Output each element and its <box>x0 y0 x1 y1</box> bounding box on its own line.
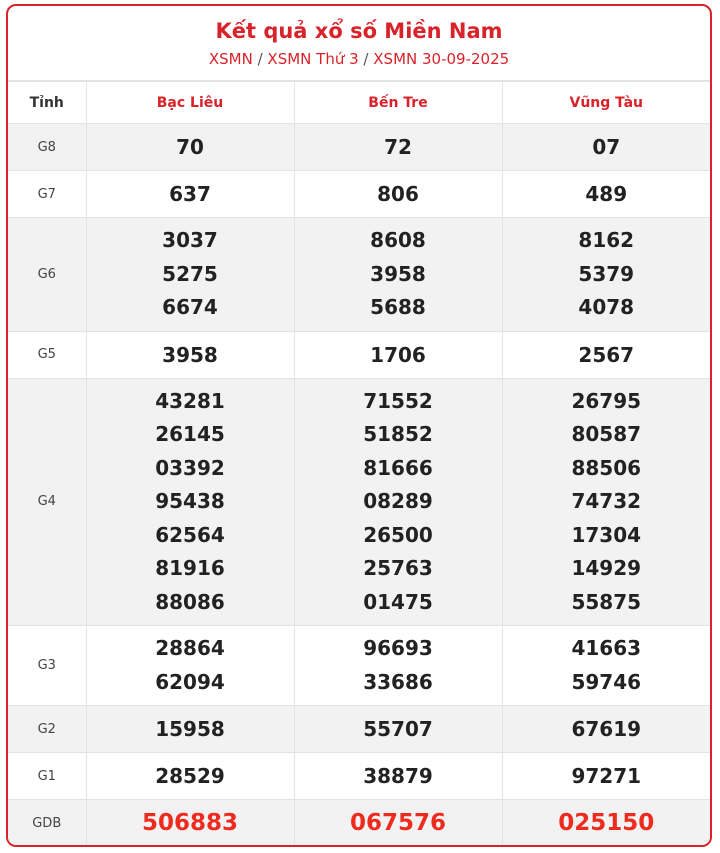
prize-number: 03392 <box>155 455 225 480</box>
prize-cell <box>502 753 710 800</box>
prize-number: 81916 <box>155 556 225 580</box>
prize-number: 5688 <box>370 295 426 319</box>
prize-row-g3 <box>8 626 710 706</box>
prize-number: 67619 <box>571 717 642 741</box>
prize-cell <box>294 753 502 800</box>
prize-number: 62564 <box>155 522 225 547</box>
breadcrumb <box>8 48 710 70</box>
corner-label: Tỉnh <box>8 82 86 124</box>
prize-number: 806 <box>377 182 419 206</box>
prize-cell <box>294 626 502 706</box>
prize-number: 51852 <box>363 422 433 446</box>
prize-number: 88506 <box>571 455 642 480</box>
results-card <box>6 4 712 847</box>
prize-number: 14929 <box>571 556 642 580</box>
prize-cell <box>502 331 710 378</box>
prize-number: 15958 <box>155 717 225 741</box>
prize-cell <box>502 706 710 753</box>
prize-label: G2 <box>8 706 86 753</box>
prize-rows <box>8 124 710 847</box>
prize-number: 1706 <box>370 342 426 367</box>
prize-cell <box>86 626 294 706</box>
prize-number: 28529 <box>155 764 225 788</box>
prize-label: G7 <box>8 171 86 218</box>
table-header-row <box>8 82 710 124</box>
prize-cell <box>86 800 294 847</box>
prize-number: 38879 <box>363 764 433 788</box>
prize-cell <box>502 124 710 171</box>
prize-number: 8608 <box>370 228 426 252</box>
province-bac-lieu[interactable]: Bạc Liêu <box>86 82 294 124</box>
prize-cell <box>294 706 502 753</box>
prize-number: 62094 <box>155 669 225 694</box>
prize-number: 55707 <box>363 717 433 741</box>
breadcrumb-separator: / <box>257 50 263 68</box>
prize-number: 70 <box>176 135 204 159</box>
special-prize-number: 506883 <box>141 810 239 836</box>
prize-cell <box>502 171 710 218</box>
prize-number: 43281 <box>155 388 225 413</box>
prize-number: 3958 <box>370 261 426 286</box>
prize-number: 5379 <box>578 261 635 286</box>
prize-number: 489 <box>585 182 628 206</box>
prize-number: 74732 <box>571 489 642 513</box>
breadcrumb-xsmn-weekday[interactable]: XSMN Thứ 3 <box>267 50 359 68</box>
prize-number: 07 <box>592 135 621 159</box>
prize-cell <box>86 124 294 171</box>
prize-number: 33686 <box>363 669 433 694</box>
prize-number: 80587 <box>571 422 642 446</box>
prize-row-g2 <box>8 706 710 753</box>
special-prize-number: 067576 <box>349 810 447 836</box>
prize-number: 17304 <box>571 522 642 547</box>
prize-row-g5 <box>8 331 710 378</box>
prize-number: 28864 <box>155 636 225 660</box>
prize-row-g6 <box>8 218 710 332</box>
prize-number: 26145 <box>155 422 225 446</box>
province-ben-tre[interactable]: Bến Tre <box>294 82 502 124</box>
prize-row-g7 <box>8 171 710 218</box>
prize-row-g4 <box>8 378 710 626</box>
province-vung-tau[interactable]: Vũng Tàu <box>502 82 710 124</box>
prize-number: 71552 <box>363 388 433 413</box>
prize-number: 81666 <box>363 455 433 480</box>
breadcrumb-separator: / <box>363 50 369 68</box>
prize-label: G4 <box>8 378 86 626</box>
prize-row-g1 <box>8 753 710 800</box>
prize-cell <box>86 218 294 332</box>
prize-cell <box>502 378 710 626</box>
prize-number: 3958 <box>162 342 218 367</box>
results-table <box>8 81 710 847</box>
special-prize-number: 025150 <box>558 810 655 836</box>
prize-cell <box>86 706 294 753</box>
prize-cell <box>294 331 502 378</box>
prize-cell <box>86 171 294 218</box>
prize-number: 01475 <box>363 589 433 614</box>
prize-number: 637 <box>169 182 211 206</box>
prize-label: G6 <box>8 218 86 332</box>
prize-cell <box>294 171 502 218</box>
prize-number: 41663 <box>571 636 642 660</box>
prize-number: 3037 <box>162 228 218 252</box>
prize-cell <box>294 218 502 332</box>
prize-cell <box>86 753 294 800</box>
prize-number: 4078 <box>578 295 635 319</box>
prize-number: 97271 <box>571 764 642 788</box>
prize-cell <box>502 218 710 332</box>
prize-number: 26500 <box>363 522 433 547</box>
prize-label: G8 <box>8 124 86 171</box>
page-title: Kết quả xổ số Miền Nam <box>215 19 503 43</box>
prize-number: 8162 <box>578 228 635 252</box>
prize-label: G1 <box>8 753 86 800</box>
prize-number: 96693 <box>363 636 433 660</box>
prize-number: 08289 <box>363 489 433 513</box>
prize-cell <box>502 626 710 706</box>
prize-number: 5275 <box>162 261 218 286</box>
prize-row-gdb <box>8 800 710 847</box>
prize-number: 72 <box>384 135 412 159</box>
prize-number: 6674 <box>162 295 218 319</box>
results-header <box>8 6 710 81</box>
prize-number: 55875 <box>571 589 642 614</box>
prize-label: GDB <box>8 800 86 847</box>
prize-cell <box>502 800 710 847</box>
prize-number: 95438 <box>155 489 225 513</box>
prize-cell <box>86 378 294 626</box>
prize-number: 88086 <box>155 589 225 614</box>
prize-number: 25763 <box>363 556 433 580</box>
prize-number: 26795 <box>571 388 642 413</box>
prize-label: G5 <box>8 331 86 378</box>
prize-label: G3 <box>8 626 86 706</box>
prize-cell <box>86 331 294 378</box>
prize-cell <box>294 378 502 626</box>
breadcrumb-xsmn-date[interactable]: XSMN 30-09-2025 <box>373 50 510 68</box>
prize-number: 59746 <box>571 669 642 694</box>
prize-cell <box>294 124 502 171</box>
prize-row-g8 <box>8 124 710 171</box>
prize-cell <box>294 800 502 847</box>
prize-number: 2567 <box>578 342 635 367</box>
breadcrumb-xsmn[interactable]: XSMN <box>208 50 253 68</box>
